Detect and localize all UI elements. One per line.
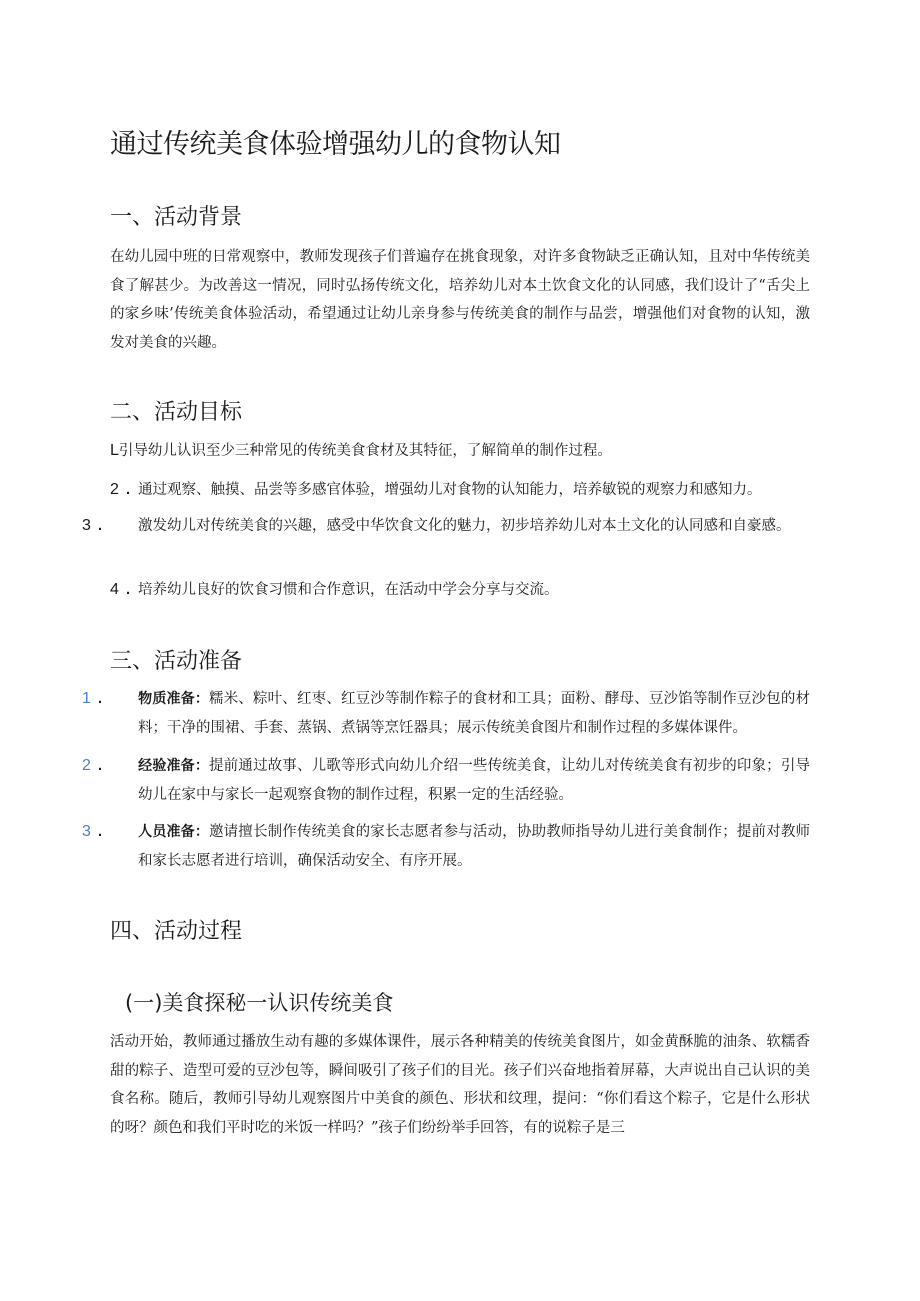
goal-item-text: 激发幼儿对传统美食的兴趣，感受中华饮食文化的魅力，初步培养幼儿对本土文化的认同感和自豪感。 [138,518,791,534]
prep-item-text: 邀请擅长制作传统美食的家长志愿者参与活动，协助教师指导幼儿进行美食制作；提前对教师和家长志愿者进行培训，确保活动安全、有序开展。 [138,824,811,869]
section-heading-process: 四、活动过程 [110,919,243,944]
section-heading-background: 一、活动背景 [110,205,243,230]
subsection-heading-food-discovery: (一)美食探秘一认识传统美食 [125,991,394,1015]
subsection-body-food-discovery: 活动开始，教师通过播放生动有趣的多媒体课件，展示各种精美的传统美食图片，如金黄酥脆的油条、软糯香甜的粽子、造型可爱的豆沙包等，瞬间吸引了孩子们的目光。孩子们兴奋地指着屏幕，大声说出自己认识的美食名称。随后，教师引导幼儿观察图片中美食的颜色、形状和纹理，提问：“你们看这个粽子，它是什么形状的呀？颜色和我们平时吃的米饭一样吗？”孩子们纷纷举手回答，有的说粽子是三 [110,1034,810,1136]
prep-item: 2 . 经验准备：提前通过故事、儿歌等形式向幼儿介绍一些传统美食，让幼儿对传统美食有初步的印象；引导幼儿在家中与家长一起观察食物的制作过程，积累一定的生活经验。 [110,752,810,809]
goal-item-text: 通过观察、触摸、品尝等多感官体验，增强幼儿对食物的认知能力，培养敏锐的观察力和感知力。 [138,482,762,498]
goal-item-text: 培养幼儿良好的饮食习惯和合作意识，在活动中学会分享与交流。 [138,582,559,598]
prep-item-label: 物质准备： [138,691,209,707]
prep-item-text: 糯米、粽叶、红枣、红豆沙等制作粽子的食材和工具；面粉、酵母、豆沙馅等制作豆沙包的材料；干净的围裙、手套、蒸锅、煮锅等烹饪器具；展示传统美食图片和制作过程的多媒体课件。 [138,691,811,736]
goal-item-number: L [110,442,119,459]
prep-item-number: 2 [82,757,91,774]
prep-item-label: 人员准备： [138,824,209,840]
section-body-background: 在幼儿园中班的日常观察中，教师发现孩子们普遍存在挑食现象，对许多食物缺乏正确认知，且对中华传统美食了解甚少。为改善这一情况，同时弘扬传统文化，培养幼儿对本土饮食文化的认同感，我们设计了“舌尖上的家乡味’传统美食体验活动，希望通过让幼儿亲身参与传统美食的制作与品尝，增强他们对食物的认知，激发对美食的兴趣。 [110,249,810,351]
prep-item-number: 1 [82,690,91,707]
goal-item: 2 . 通过观察、触摸、品尝等多感官体验，增强幼儿对食物的认知能力，培养敏锐的观察力和感知力。 [110,476,810,505]
goal-item: 4 . 培养幼儿良好的饮食习惯和合作意识，在活动中学会分享与交流。 [110,576,810,605]
page-title: 通过传统美食体验增强幼儿的食物认知 [110,129,561,160]
prep-item-text: 提前通过故事、儿歌等形式向幼儿介绍一些传统美食，让幼儿对传统美食有初步的印象；引导幼儿在家中与家长一起观察食物的制作过程，积累一定的生活经验。 [138,758,811,803]
goal-item: 3 . 激发幼儿对传统美食的兴趣，感受中华饮食文化的魅力，初步培养幼儿对本土文化的认同感和自豪感。 [110,512,810,541]
goal-item-number: 4 [110,581,119,598]
goal-item-number: 3 [82,517,91,534]
prep-item-label: 经验准备： [138,758,209,774]
section-heading-preparation: 三、活动准备 [110,649,243,674]
goal-item-number: 2 [110,481,119,498]
prep-item: 3 . 人员准备：邀请擅长制作传统美食的家长志愿者参与活动，协助教师指导幼儿进行美食制作；提前对教师和家长志愿者进行培训，确保活动安全、有序开展。 [110,818,810,875]
section-heading-goals: 二、活动目标 [110,400,243,425]
goal-item-text: 引导幼儿认识至少三种常见的传统美食食材及其特征，了解简单的制作过程。 [118,443,612,459]
prep-item-number: 3 [82,823,91,840]
goal-item [110,437,810,466]
prep-item: 1 . 物质准备：糯米、粽叶、红枣、红豆沙等制作粽子的食材和工具；面粉、酵母、豆沙馅等制作豆沙包的材料；干净的围裙、手套、蒸锅、煮锅等烹饪器具；展示传统美食图片和制作过程的多媒体课件。 [110,685,810,742]
